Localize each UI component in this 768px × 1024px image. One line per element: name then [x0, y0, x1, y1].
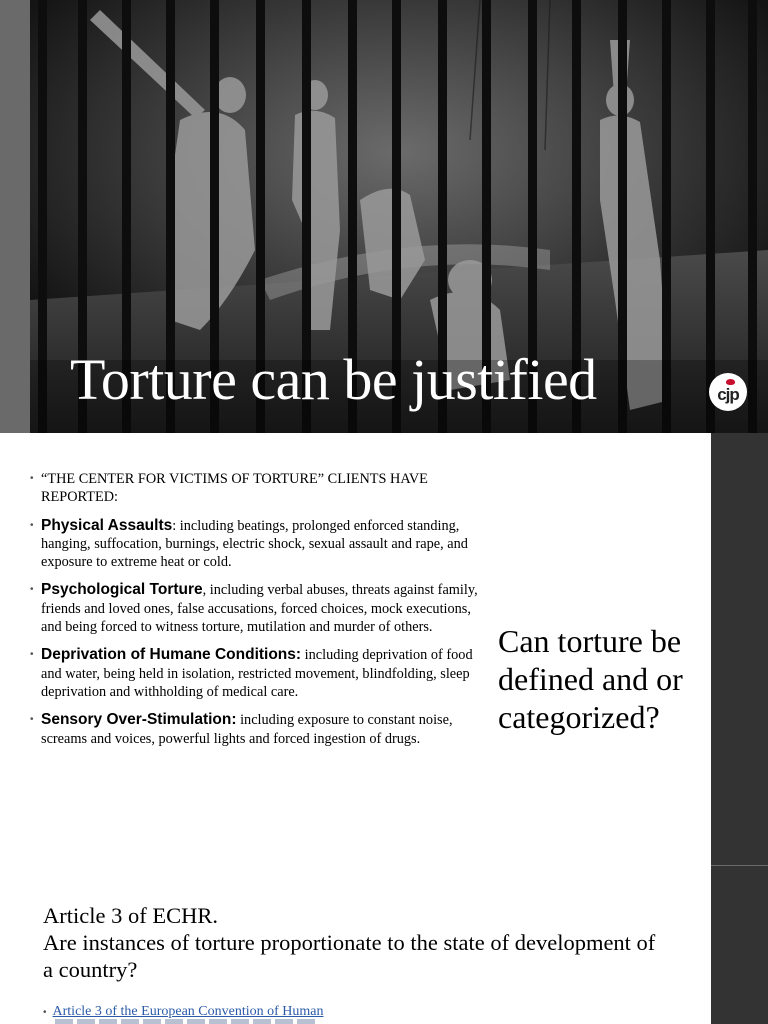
- logo-text: cjp: [717, 385, 739, 404]
- category-name: Psychological Torture: [41, 581, 203, 599]
- echr-article-link[interactable]: Article 3 of the European Convention of Human: [52, 1004, 324, 1019]
- slide-divider: [711, 865, 768, 866]
- side-panel: [711, 433, 768, 1024]
- list-item: [30, 646, 490, 701]
- bird-icon: [726, 379, 735, 385]
- bullet-icon: •: [43, 1007, 47, 1018]
- list-item: [30, 517, 490, 572]
- list-item-intro: [30, 470, 490, 507]
- intro-text: “THE CENTER FOR VICTIMS OF TORTURE” CLIENTS HAVE REPORTED:: [41, 471, 428, 506]
- category-description: , including verbal abuses, threats against family, friends and loved ones, false accusations, forced choices, mock executions, and being forced to witness torture, mutilation and murder of others.: [41, 582, 478, 636]
- bullet-icon: •: [30, 584, 34, 596]
- bullet-icon: •: [30, 714, 34, 726]
- category-description: : including beatings, prolonged enforced standing, hanging, suffocation, burnings, electric shock, sexual assault and rape, and exposure to extreme heat or cold.: [41, 517, 468, 571]
- article-heading: Article 3 of ECHR.: [43, 903, 218, 928]
- slide-question: Can torture be defined and or categorized?: [498, 623, 683, 735]
- category-name: Physical Assaults: [41, 516, 173, 534]
- slide-edge-strip: [0, 0, 30, 433]
- article-slide-text: [43, 902, 663, 983]
- list-item: [30, 581, 490, 636]
- category-name: Sensory Over-Stimulation:: [41, 711, 237, 729]
- bullet-icon: •: [30, 473, 34, 484]
- article-question: Are instances of torture proportionate to the state of development of a country?: [43, 930, 656, 982]
- cut-off-text-line: [55, 1019, 315, 1024]
- slide-title: Torture can be justified: [70, 347, 597, 412]
- bullet-icon: •: [30, 649, 34, 661]
- cjp-logo: [709, 373, 747, 411]
- list-item: [30, 711, 490, 748]
- category-description: including deprivation of food and water, being held in isolation, restricted movement, blindfolding, sleep deprivation and withholding of medical care.: [41, 647, 473, 700]
- bullet-icon: •: [30, 519, 34, 531]
- torture-categories-list: [30, 470, 490, 758]
- category-name: Deprivation of Humane Conditions:: [41, 646, 302, 664]
- title-slide: [0, 0, 768, 433]
- category-description: including exposure to constant noise, screams and voices, powerful lights and forced ingestion of drugs.: [41, 712, 453, 747]
